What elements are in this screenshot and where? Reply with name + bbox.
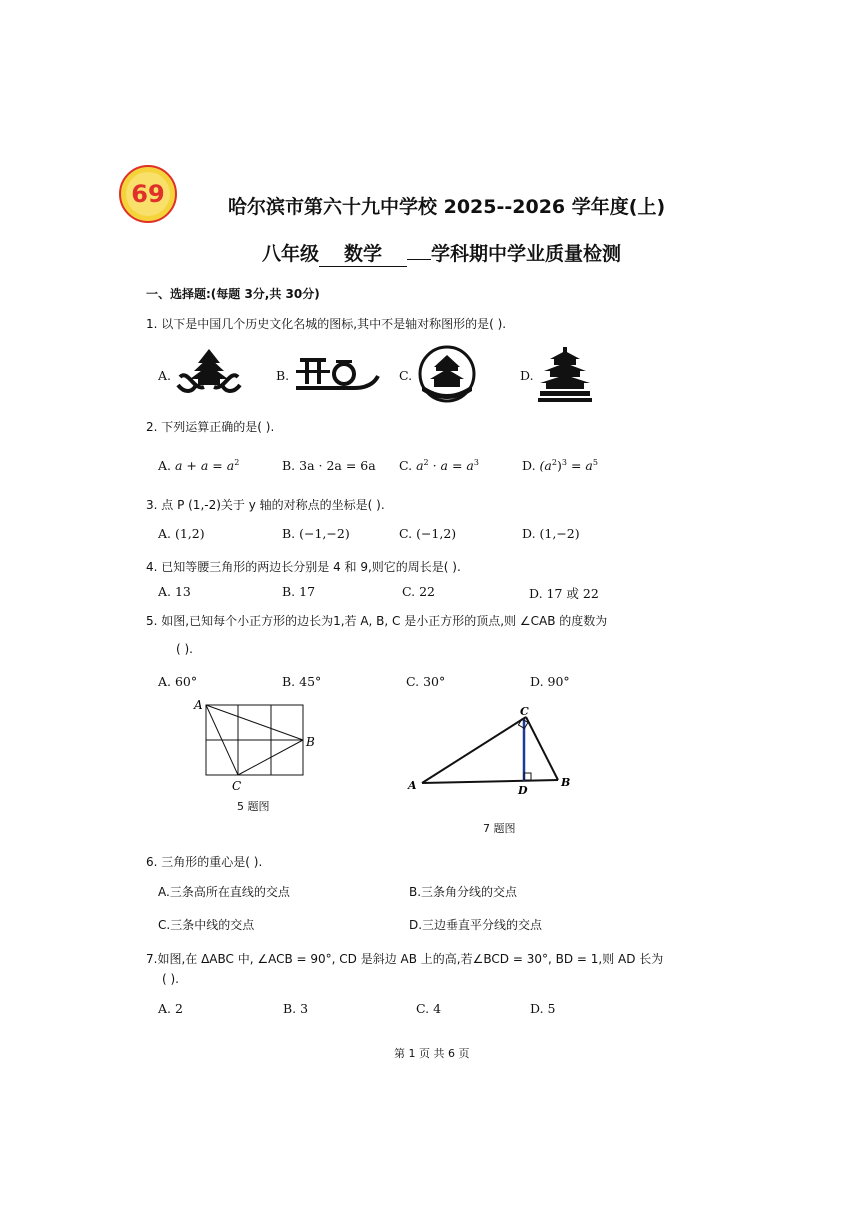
q1-option-c: C. <box>399 368 413 383</box>
q7-figure <box>404 706 584 802</box>
fig7-label-a: A <box>408 779 417 792</box>
q5-caption: 5 题图 <box>237 800 270 813</box>
subject-blank: 数学 <box>319 239 407 267</box>
q5-option-b: B. 45° <box>282 674 322 689</box>
q5-stem: 5. 如图,已知每个小正方形的边长为1,若 A, B, C 是小正方形的顶点,则 ∠CAB 的度数为 <box>146 614 608 628</box>
q4-option-d: D. 17 或 22 <box>529 586 599 601</box>
tower-icon <box>536 345 594 407</box>
fig7-label-c: C <box>520 706 529 718</box>
q1-stem: 1. 以下是中国几个历史文化名城的图标,其中不是轴对称图形的是( ). <box>146 317 507 331</box>
q3-option-c: C. (−1,2) <box>399 526 457 541</box>
q6-option-a: A.三条高所在直线的交点 <box>158 885 290 899</box>
q4-stem: 4. 已知等腰三角形的两边长分别是 4 和 9,则它的周长是( ). <box>146 560 461 574</box>
q5-option-c: C. 30° <box>406 674 446 689</box>
q6-stem: 6. 三角形的重心是( ). <box>146 855 263 869</box>
q6-option-d: D.三边垂直平分线的交点 <box>409 918 543 932</box>
q7-paren: ( ). <box>162 972 179 986</box>
section-heading: 一、选择题:(每题 3分,共 30分) <box>146 287 320 301</box>
pagoda-icon <box>176 347 242 401</box>
q5-paren: ( ). <box>176 642 193 656</box>
q4-option-c: C. 22 <box>402 584 435 599</box>
q5-option-a: A. 60° <box>158 674 198 689</box>
q2-option-d: D. $(a^2)^3 = a^5$ <box>522 457 598 473</box>
fig7-label-b: B <box>561 776 571 789</box>
q4-option-a: A. 13 <box>158 584 191 599</box>
q2-stem: 2. 下列运算正确的是( ). <box>146 420 275 434</box>
temple-circle-icon <box>416 345 478 407</box>
q1-option-a: A. <box>158 368 172 383</box>
q6-option-b: B.三条角分线的交点 <box>409 885 518 899</box>
q3-option-b: B. (−1,−2) <box>282 526 350 541</box>
exam-title-line1: 哈尔滨市第六十九中学校 2025--2026 学年度(上) <box>228 196 666 218</box>
school-logo <box>118 164 178 224</box>
q7-stem: 7.如图,在 ΔABC 中, ∠ACB = 90°, CD 是斜边 AB 上的高,若∠BCD = 30°, BD = 1,则 AD 长为 <box>146 952 664 966</box>
q5-option-d: D. 90° <box>530 674 570 689</box>
q7-option-b: B. 3 <box>283 1001 309 1016</box>
q7-option-d: D. 5 <box>530 1001 556 1016</box>
q7-option-a: A. 2 <box>158 1001 183 1016</box>
q2-option-a: A. $a + a = a^2$ <box>158 457 240 473</box>
q6-option-c: C.三条中线的交点 <box>158 918 255 932</box>
exam-name: 学科期中学业质量检测 <box>431 243 622 265</box>
grade-label: 八年级 <box>262 243 320 265</box>
exam-title-line2 <box>262 239 621 267</box>
q5-figure <box>190 696 330 800</box>
q2-option-b: B. 3a · 2a = 6a <box>282 458 376 473</box>
q3-option-d: D. (1,−2) <box>522 526 580 541</box>
q4-option-b: B. 17 <box>282 584 316 599</box>
q3-stem: 3. 点 P (1,-2)关于 y 轴的对称点的坐标是( ). <box>146 498 385 512</box>
page-footer: 第 1 页 共 6 页 <box>394 1047 470 1060</box>
q7-option-c: C. 4 <box>416 1001 442 1016</box>
q1-option-b: B. <box>276 368 290 383</box>
q1-option-d: D. <box>520 368 534 383</box>
fig5-label-c: C <box>232 779 242 793</box>
fig5-label-a: A <box>194 698 203 712</box>
q7-caption: 7 题图 <box>483 822 516 835</box>
logo-number: 69 <box>131 180 165 208</box>
fig7-label-d: D <box>518 784 528 797</box>
fig5-label-b: B <box>306 735 315 749</box>
q3-option-a: A. (1,2) <box>158 526 205 541</box>
q2-option-c: C. $a^2 \cdot a = a^3$ <box>399 457 479 473</box>
gate-icon <box>294 352 380 398</box>
